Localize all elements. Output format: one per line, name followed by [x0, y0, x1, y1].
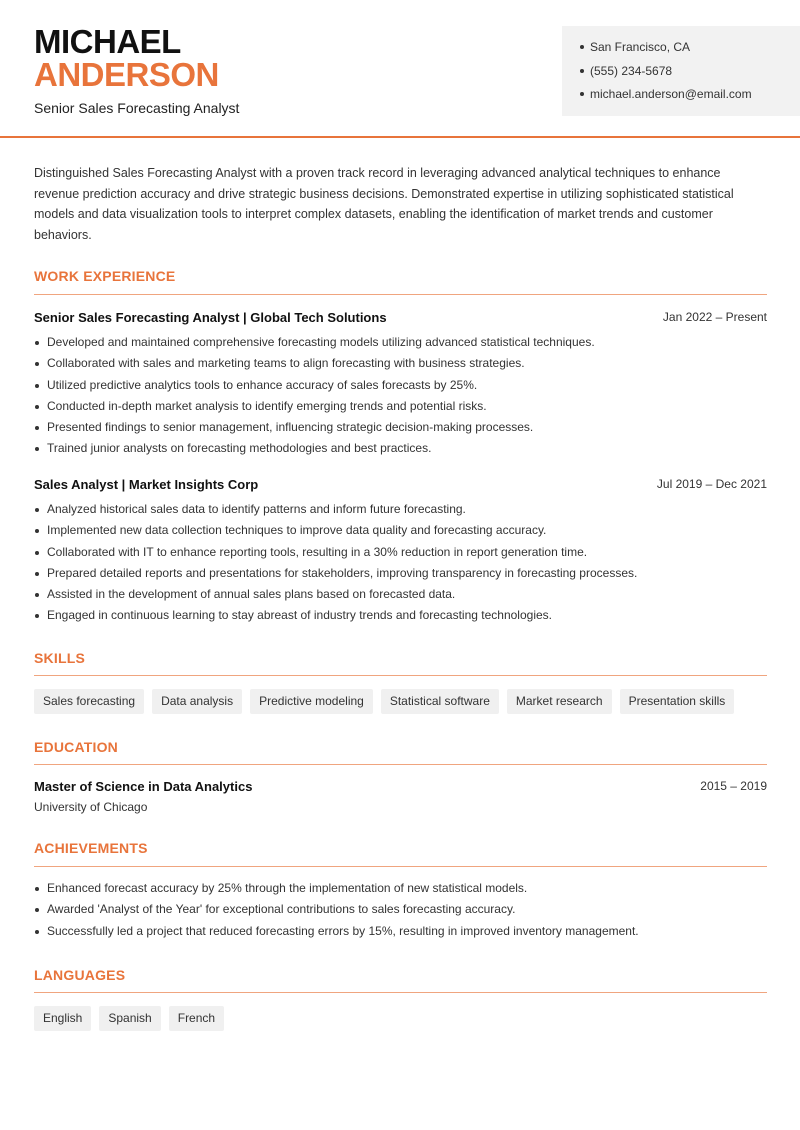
list-item: Trained junior analysts on forecasting methodologies and best practices.: [34, 438, 767, 459]
list-item: Enhanced forecast accuracy by 25% through the implementation of new statistical models.: [34, 878, 767, 899]
achievements-list: [34, 878, 767, 942]
education-dates: 2015 – 2019: [700, 779, 767, 793]
skills-list: [34, 689, 734, 714]
job-dates: Jul 2019 – Dec 2021: [656, 477, 767, 491]
section-divider: [34, 294, 767, 295]
list-item: Conducted in-depth market analysis to identify emerging trends and potential risks.: [34, 396, 767, 417]
list-item: Developed and maintained comprehensive forecasting models utilizing advanced statistical techniques.: [34, 332, 767, 353]
list-item: Prepared detailed reports and presentations for stakeholders, improving transparency in forecasting processes.: [34, 563, 767, 584]
job-entry-header: [34, 310, 767, 328]
section-title-achievements: ACHIEVEMENTS: [34, 840, 148, 856]
list-item: Collaborated with sales and marketing teams to align forecasting with business strategies.: [34, 353, 767, 374]
job-title-company: Senior Sales Forecasting Analyst | Global Tech Solutions: [34, 310, 387, 325]
job-title: Senior Sales Forecasting Analyst: [34, 100, 240, 116]
list-item: Engaged in continuous learning to stay abreast of industry trends and forecasting technologies.: [34, 605, 767, 626]
section-title-languages: LANGUAGES: [34, 967, 126, 983]
section-divider: [34, 866, 767, 867]
language-chip: English: [34, 1006, 91, 1031]
resume-header: [0, 0, 800, 138]
language-chip: French: [169, 1006, 224, 1031]
skill-chip: Statistical software: [381, 689, 499, 714]
list-item: Utilized predictive analytics tools to enhance accuracy of sales forecasts by 25%.: [34, 375, 767, 396]
contact-location: San Francisco, CA: [580, 39, 800, 63]
job-title-company: Sales Analyst | Market Insights Corp: [34, 477, 259, 492]
contact-phone: (555) 234-5678: [580, 63, 800, 87]
list-item: Analyzed historical sales data to identify patterns and inform future forecasting.: [34, 499, 767, 520]
list-item: Assisted in the development of annual sales plans based on forecasted data.: [34, 584, 767, 605]
education-school: University of Chicago: [34, 800, 148, 814]
job-entry-header: [34, 477, 767, 495]
list-item: Successfully led a project that reduced forecasting errors by 15%, resulting in improved inventory management.: [34, 921, 767, 942]
skill-chip: Predictive modeling: [250, 689, 373, 714]
last-name: ANDERSON: [34, 56, 219, 93]
section-title-work-experience: WORK EXPERIENCE: [34, 268, 176, 284]
section-title-education: EDUCATION: [34, 739, 118, 755]
professional-summary: Distinguished Sales Forecasting Analyst with a proven track record in leveraging advanced analytical techniques to enhance revenue prediction accuracy and drive strategic business decisions. Demonstrated expertise in utilizing sophisticated statistical models and data visualization tools to interpret complex datasets, enabling the identification of market trends and customer behaviors.: [34, 166, 734, 242]
language-chip: Spanish: [99, 1006, 160, 1031]
skill-chip: Market research: [507, 689, 612, 714]
contact-box: [562, 26, 800, 116]
list-item: Collaborated with IT to enhance reporting tools, resulting in a 30% reduction in report generation time.: [34, 542, 767, 563]
list-item: Implemented new data collection techniques to improve data quality and forecasting accuracy.: [34, 520, 767, 541]
contact-email[interactable]: michael.anderson@email.com: [580, 86, 800, 110]
job-bullet-list: [34, 499, 767, 627]
skill-chip: Sales forecasting: [34, 689, 144, 714]
list-item: Presented findings to senior management, influencing strategic decision-making processes.: [34, 417, 767, 438]
skill-chip: Data analysis: [152, 689, 242, 714]
skill-chip: Presentation skills: [620, 689, 735, 714]
section-title-skills: SKILLS: [34, 650, 85, 666]
job-dates: Jan 2022 – Present: [662, 310, 767, 324]
section-divider: [34, 675, 767, 676]
list-item: Awarded 'Analyst of the Year' for exceptional contributions to sales forecasting accuracy.: [34, 899, 767, 920]
section-divider: [34, 992, 767, 993]
section-divider: [34, 764, 767, 765]
first-name: MICHAEL: [34, 23, 181, 60]
languages-list: [34, 1006, 224, 1031]
education-degree: Master of Science in Data Analytics: [34, 779, 253, 794]
job-bullet-list: [34, 332, 767, 460]
